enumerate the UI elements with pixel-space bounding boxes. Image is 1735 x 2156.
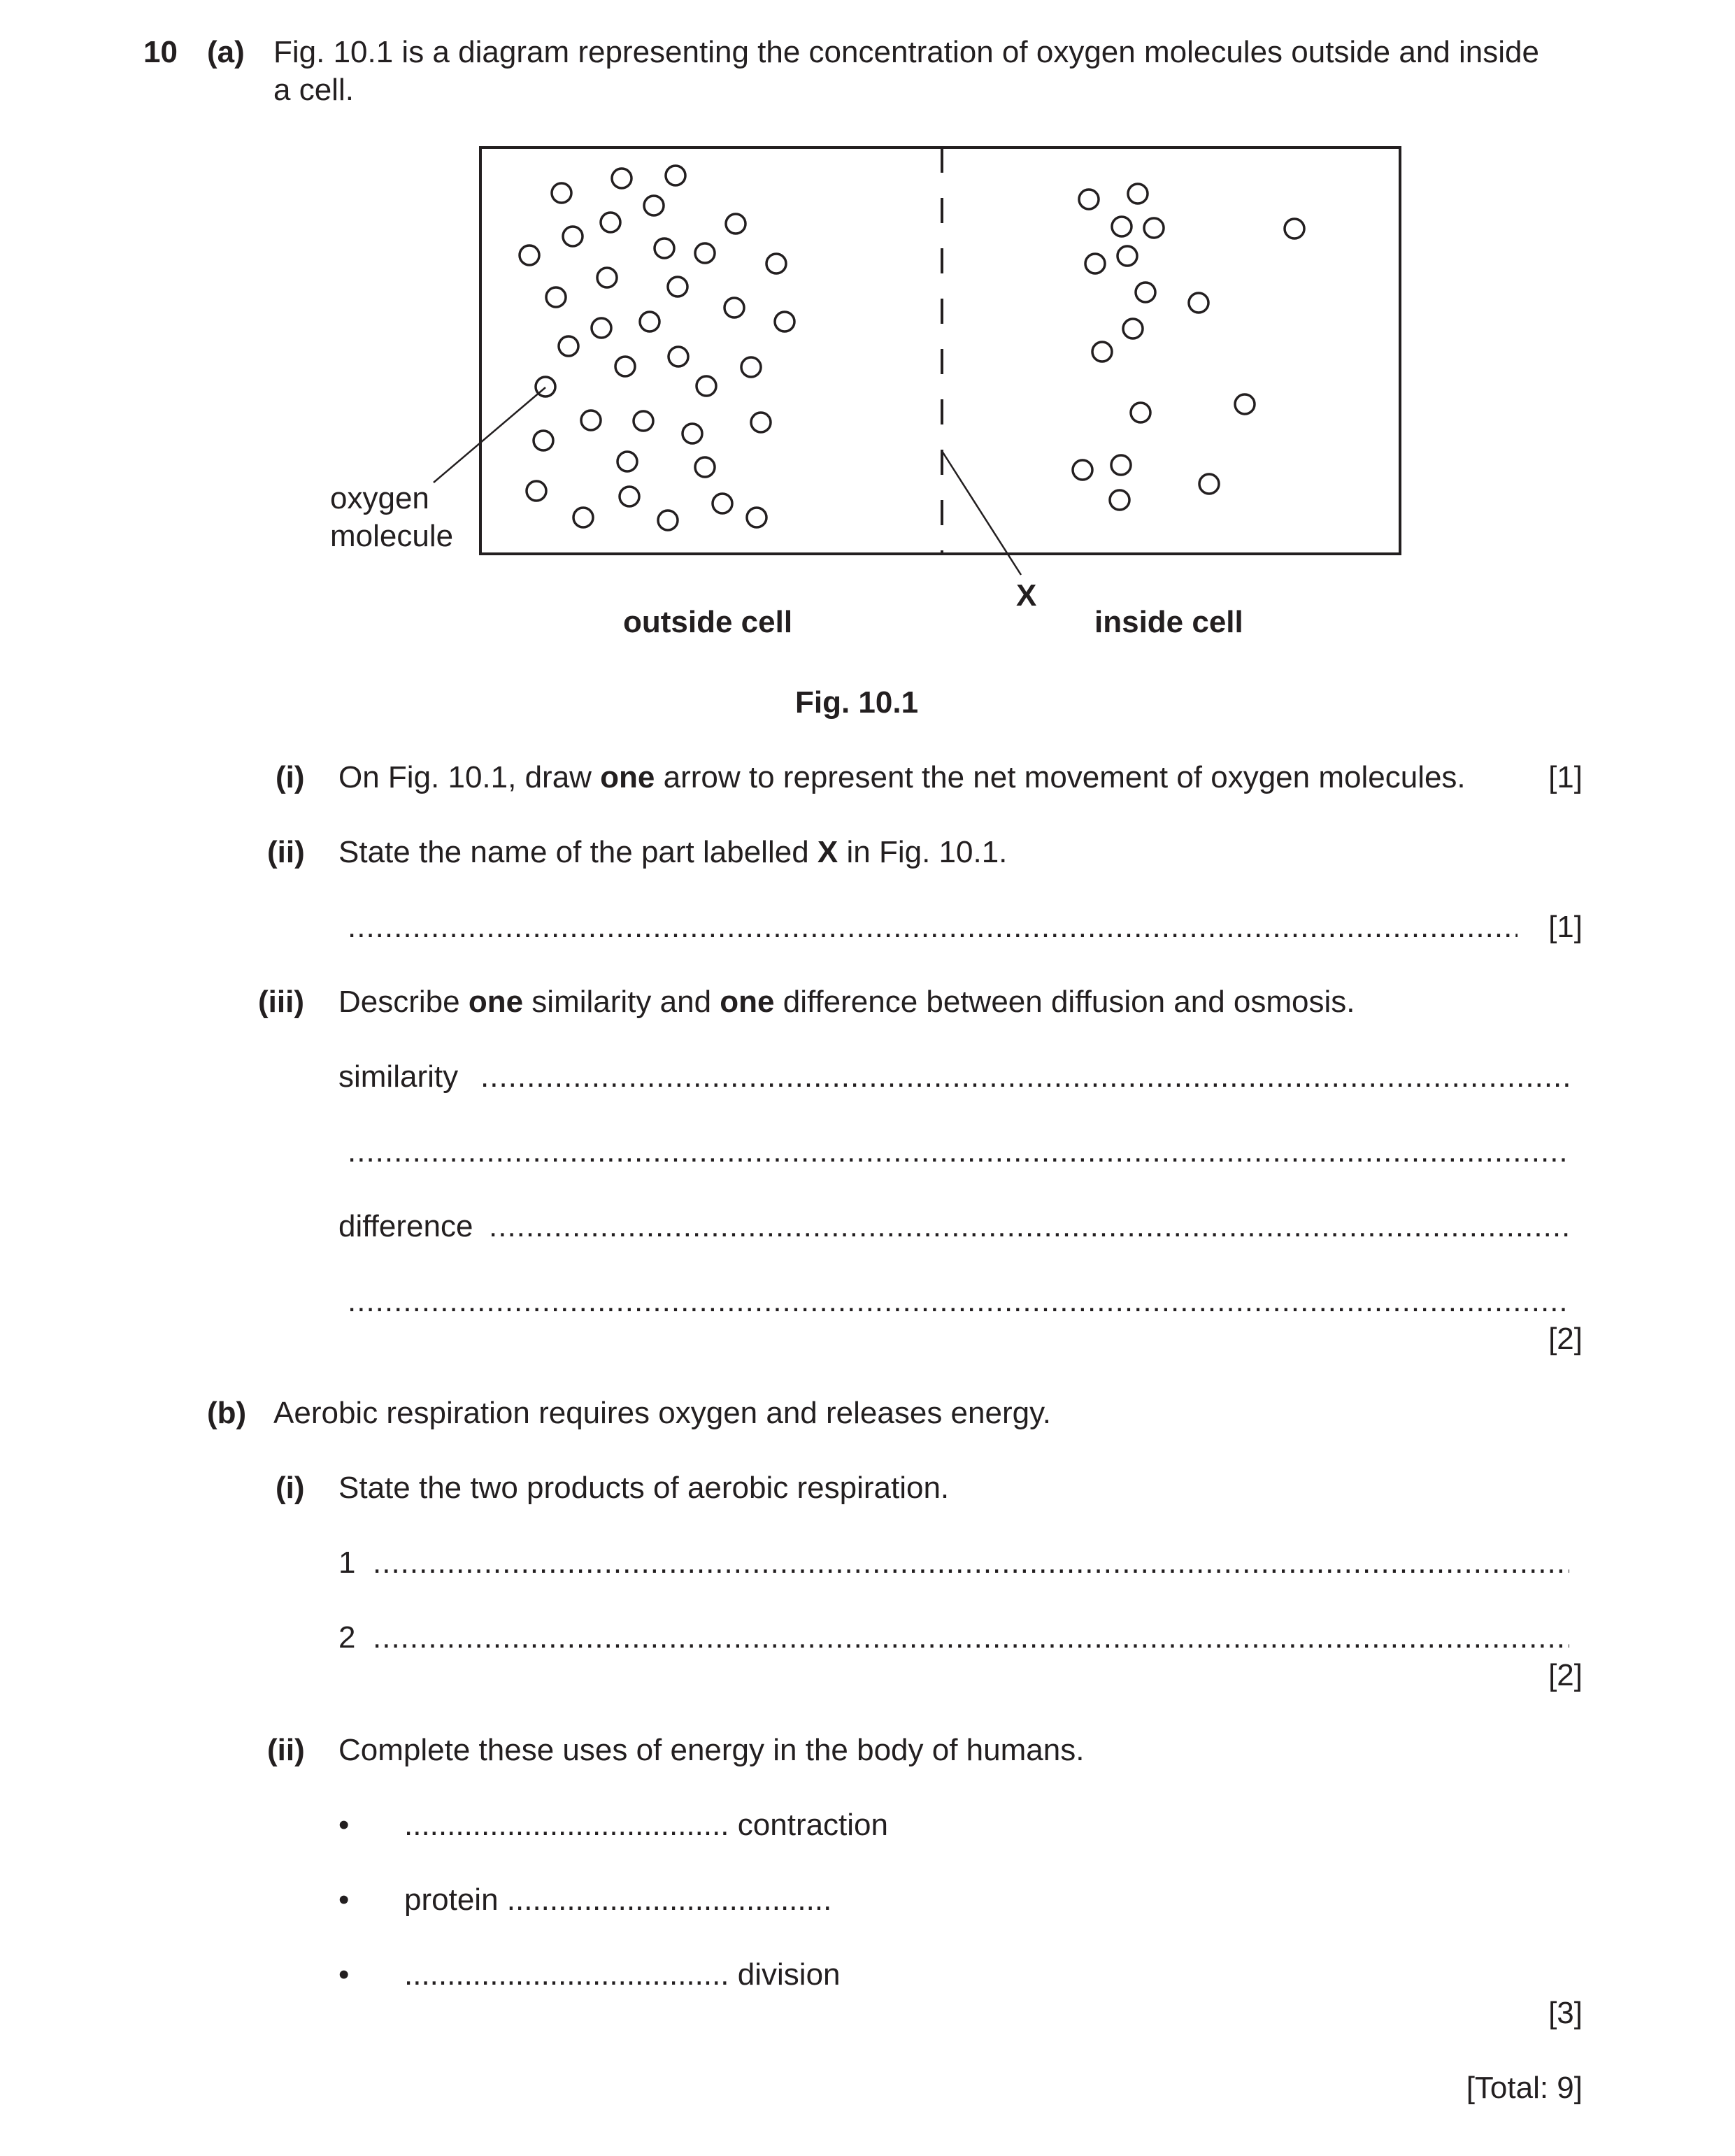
part-a-ii-mark: [1] — [1548, 910, 1583, 944]
product-number-1: 1 — [338, 1545, 356, 1580]
answer-blank-2[interactable]: ...................................... — [506, 1883, 832, 1917]
answer-line-product-2[interactable] — [373, 1620, 1569, 1656]
part-a-i-text: On Fig. 10.1, draw one arrow to represent the net movement of oxygen molecules. — [338, 760, 1466, 794]
oxygen-molecule-inside — [1079, 190, 1099, 209]
oxygen-molecule-inside — [1073, 460, 1092, 480]
oxygen-molecule-outside — [751, 413, 771, 432]
oxygen-molecule-outside — [612, 169, 631, 188]
oxygen-molecule-outside — [724, 298, 744, 317]
oxygen-molecule-outside — [697, 376, 716, 396]
total-mark: [Total: 9] — [1466, 2071, 1583, 2105]
oxygen-molecule-outside — [597, 268, 617, 287]
oxygen-molecule-outside — [655, 238, 674, 258]
answer-line-difference-2[interactable] — [348, 1283, 1569, 1320]
oxygen-molecule-outside — [683, 424, 702, 443]
part-a-ii-text: State the name of the part labelled X in Fig. 10.1. — [338, 835, 1008, 869]
figure-caption: Fig. 10.1 — [795, 685, 919, 720]
oxygen-molecule-inside — [1285, 219, 1304, 238]
oxygen-molecule-inside — [1131, 403, 1150, 422]
molecule-leader-line — [434, 387, 545, 483]
part-b-label: (b) — [207, 1396, 247, 1430]
product-number-2: 2 — [338, 1620, 356, 1655]
part-b-stem: Aerobic respiration requires oxygen and releases energy. — [273, 1396, 1052, 1430]
answer-line-difference-1[interactable] — [489, 1208, 1569, 1245]
part-a-ii-label: (ii) — [267, 835, 305, 869]
inside-molecules — [1073, 184, 1304, 510]
oxygen-molecule-outside — [534, 431, 553, 450]
part-a-i-mark: [1] — [1548, 760, 1583, 794]
oxygen-molecule-inside — [1112, 217, 1131, 236]
oxygen-molecule-outside — [552, 183, 571, 203]
difference-label: difference — [338, 1209, 473, 1243]
label-inside-cell: inside cell — [1094, 605, 1243, 639]
oxygen-molecule-outside — [775, 312, 794, 331]
oxygen-molecule-outside — [601, 213, 620, 232]
oxygen-molecule-outside — [669, 347, 688, 366]
part-b-i-mark: [2] — [1548, 1658, 1583, 1692]
oxygen-molecule-outside — [559, 336, 578, 356]
label-oxygen: oxygen — [330, 481, 429, 515]
part-a-iii-label: (iii) — [258, 985, 304, 1019]
label-molecule: molecule — [330, 519, 454, 553]
oxygen-molecule-inside — [1110, 490, 1129, 510]
oxygen-molecule-outside — [615, 357, 635, 376]
oxygen-molecule-outside — [617, 452, 637, 471]
oxygen-molecule-outside — [666, 166, 685, 185]
part-b-ii-mark: [3] — [1548, 1996, 1583, 2030]
outside-molecules — [520, 166, 794, 530]
answer-line-similarity-1[interactable] — [480, 1059, 1569, 1095]
part-a-i-label: (i) — [276, 760, 305, 794]
bullet-2: • — [338, 1883, 350, 1917]
oxygen-molecule-outside — [695, 243, 715, 263]
part-b-ii-label: (ii) — [267, 1733, 305, 1767]
x-leader-line — [942, 451, 1021, 575]
oxygen-molecule-outside — [668, 277, 687, 297]
oxygen-molecule-inside — [1128, 184, 1148, 204]
question-number: 10 — [143, 35, 178, 69]
answer-line-product-1[interactable] — [373, 1545, 1569, 1581]
answer-line-a-ii[interactable] — [348, 909, 1518, 945]
oxygen-molecule-inside — [1123, 319, 1143, 338]
answer-blank-3[interactable]: ...................................... — [404, 1957, 729, 1992]
oxygen-molecule-outside — [713, 494, 732, 513]
figure-10-1-diagram — [0, 0, 1735, 734]
oxygen-molecule-inside — [1085, 254, 1105, 273]
oxygen-molecule-inside — [1092, 342, 1112, 362]
oxygen-molecule-outside — [726, 214, 745, 234]
answer-blank-1[interactable]: ...................................... — [404, 1808, 729, 1842]
label-outside-cell: outside cell — [623, 605, 793, 639]
oxygen-molecule-outside — [573, 508, 593, 527]
oxygen-molecule-outside — [644, 196, 664, 215]
oxygen-molecule-outside — [581, 411, 601, 430]
part-a-iii-text: Describe one similarity and one difference between diffusion and osmosis. — [338, 985, 1355, 1019]
oxygen-molecule-inside — [1235, 394, 1255, 414]
part-b-i-text: State the two products of aerobic respiration. — [338, 1471, 950, 1505]
oxygen-molecule-inside — [1136, 283, 1155, 302]
oxygen-molecule-outside — [695, 457, 715, 477]
part-a-label: (a) — [207, 35, 245, 69]
part-a-stem-line1: Fig. 10.1 is a diagram representing the concentration of oxygen molecules outside and inside — [273, 35, 1539, 69]
label-x: X — [1016, 578, 1037, 613]
similarity-label: similarity — [338, 1059, 459, 1094]
bullet-3: • — [338, 1957, 350, 1992]
oxygen-molecule-outside — [658, 511, 678, 530]
oxygen-molecule-outside — [563, 227, 583, 246]
part-b-ii-text: Complete these uses of energy in the body of humans. — [338, 1733, 1085, 1767]
oxygen-molecule-inside — [1189, 293, 1208, 313]
energy-use-1: ...................................... contraction — [404, 1808, 889, 1842]
oxygen-molecule-outside — [620, 487, 639, 506]
diagram-frame — [480, 148, 1400, 554]
bullet-1: • — [338, 1808, 350, 1842]
part-b-i-label: (i) — [276, 1471, 305, 1505]
oxygen-molecule-outside — [766, 254, 786, 273]
energy-use-3: ...................................... division — [404, 1957, 841, 1992]
oxygen-molecule-inside — [1118, 246, 1137, 266]
oxygen-molecule-outside — [527, 481, 546, 501]
part-a-stem-line2: a cell. — [273, 73, 354, 107]
oxygen-molecule-outside — [640, 312, 659, 331]
part-a-iii-mark: [2] — [1548, 1322, 1583, 1356]
oxygen-molecule-outside — [741, 357, 761, 377]
answer-line-similarity-2[interactable] — [348, 1134, 1569, 1170]
oxygen-molecule-inside — [1144, 218, 1164, 238]
oxygen-molecule-outside — [592, 318, 611, 338]
oxygen-molecule-inside — [1111, 455, 1131, 475]
oxygen-molecule-inside — [1199, 474, 1219, 494]
oxygen-molecule-outside — [520, 245, 539, 265]
oxygen-molecule-outside — [747, 508, 766, 527]
oxygen-molecule-outside — [546, 287, 566, 307]
energy-use-2: protein ...................................... — [404, 1883, 832, 1917]
oxygen-molecule-outside — [634, 411, 653, 431]
